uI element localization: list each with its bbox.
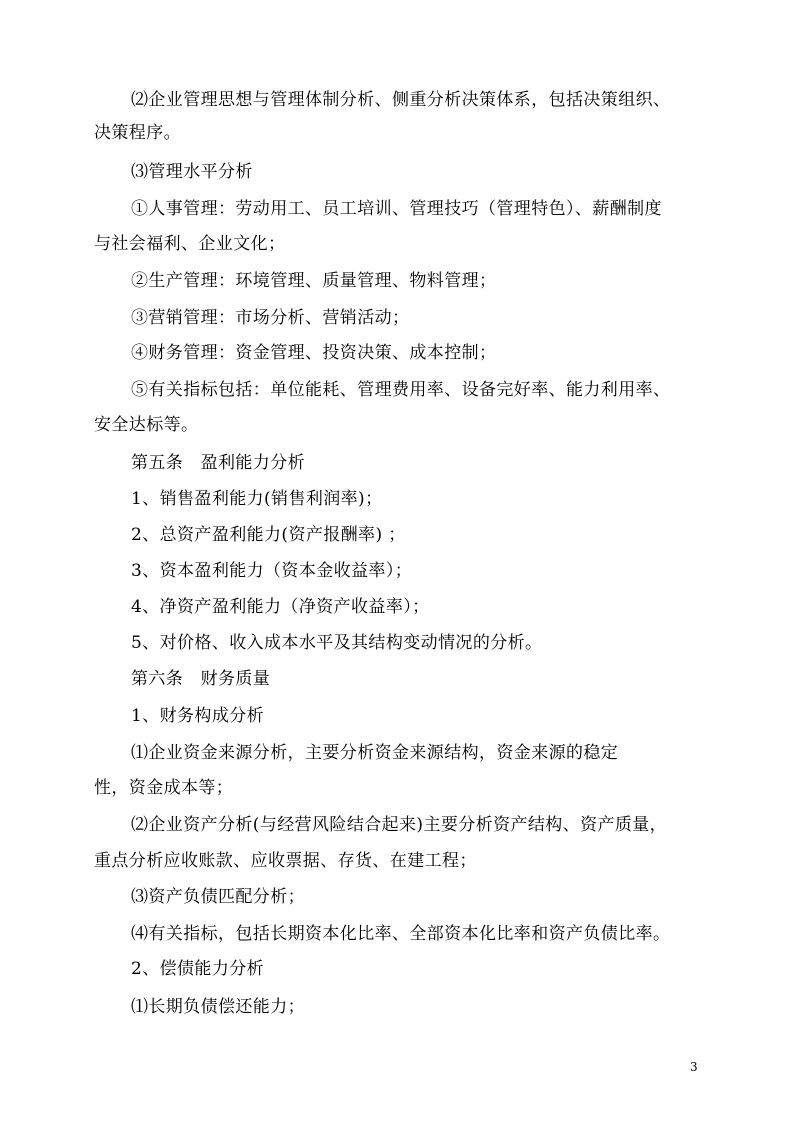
article-heading: 第六条 财务质量 bbox=[131, 669, 271, 689]
section-heading: ⑶管理水平分析 bbox=[131, 162, 253, 182]
list-item: 1、销售盈利能力(销售利润率)； bbox=[131, 489, 383, 509]
paragraph-line: ⑤有关指标包括：单位能耗、管理费用率、设备完好率、能力利用率、 bbox=[131, 380, 671, 400]
paragraph-line: 安全达标等。 bbox=[94, 415, 199, 435]
paragraph-line: ⑵企业资产分析(与经营风险结合起来)主要分析资产结构、资产质量， bbox=[131, 815, 668, 835]
paragraph-line: 重点分析应收账款、应收票据、存货、在建工程； bbox=[94, 851, 477, 871]
list-item: ⑴长期负债偿还能力； bbox=[131, 997, 305, 1017]
paragraph-line: 决策程序。 bbox=[94, 123, 181, 143]
list-item: 3、资本盈利能力（资本金收益率）； bbox=[131, 561, 413, 581]
paragraph-line: 与社会福利、企业文化； bbox=[94, 234, 286, 254]
list-item: 4、净资产盈利能力（净资产收益率）； bbox=[131, 597, 430, 617]
list-item: ③营销管理：市场分析、营销活动； bbox=[131, 308, 410, 328]
paragraph-line: ①人事管理：劳动用工、员工培训、管理技巧（管理特色）、薪酬制度 bbox=[131, 199, 662, 219]
paragraph-line: 性，资金成本等； bbox=[94, 778, 234, 798]
list-item: ⑶资产负债匹配分析； bbox=[131, 887, 305, 907]
page-number: 3 bbox=[690, 1060, 698, 1074]
list-item: 5、对价格、收入成本水平及其结构变动情况的分析。 bbox=[131, 633, 543, 653]
article-heading: 第五条 盈利能力分析 bbox=[131, 453, 305, 473]
list-item: ④财务管理：资金管理、投资决策、成本控制； bbox=[131, 343, 497, 363]
paragraph-line: ⑵企业管理思想与管理体制分析、侧重分析决策体系，包括决策组织、 bbox=[131, 90, 671, 110]
section-heading: 1、财务构成分析 bbox=[131, 706, 265, 726]
list-item: ⑷有关指标，包括长期资本化比率、全部资本化比率和资产负债比率。 bbox=[131, 924, 671, 944]
list-item: 2、总资产盈利能力(资产报酬率) ； bbox=[131, 525, 406, 545]
paragraph-line: ⑴企业资金来源分析，主要分析资金来源结构，资金来源的稳定 bbox=[131, 743, 619, 763]
section-heading: 2、偿债能力分析 bbox=[131, 959, 265, 979]
list-item: ②生产管理：环境管理、质量管理、物料管理； bbox=[131, 271, 497, 291]
